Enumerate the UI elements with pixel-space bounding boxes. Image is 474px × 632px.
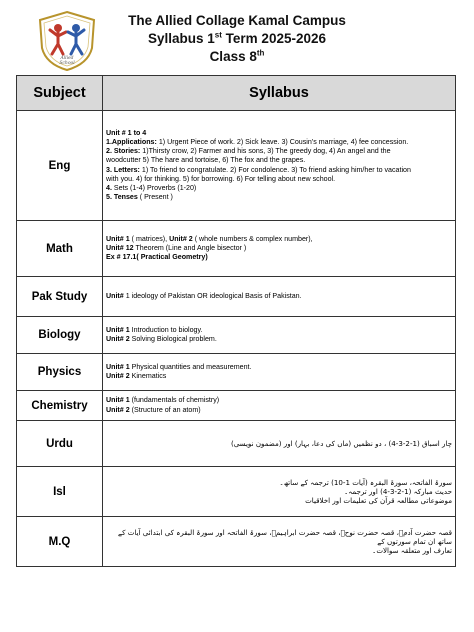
subject-cell: Physics (17, 354, 103, 391)
syllabus-line-urdu: قصہ حضرت آدمؑ، قصہ حضرت نوحؑ، قصہ حضرت ابراہیمؑ، سورۃ الفاتحہ اور سورۃ البقرہ کی ابتدائی آیات کے ساتھ ان تمام سورتوں کے (117, 527, 452, 546)
syllabus-line-bold: 4. (106, 183, 112, 192)
subject-cell: Math (17, 221, 103, 277)
syllabus-line-bold: Unit# 1 (106, 234, 130, 243)
subject-cell: Urdu (17, 421, 103, 467)
syllabus-table (16, 75, 456, 567)
syllabus-line-text: with you. 4) for thinking. 5) for borrowing. 6) For telling about new school. (106, 174, 336, 183)
syllabus-line-text: Kinematics (129, 372, 167, 380)
syllabus-line-urdu: سورۃ الفاتحہ، سورۃ البقرہ (آیات 1-10) ترجمہ کے ساتھ۔ (279, 477, 452, 487)
subject-cell: Isl (17, 467, 103, 517)
table-row (17, 391, 456, 421)
syllabus-line-urdu: چار اسباق (1-2-3-4) ، دو نظمیں (ماں کی دعا، بہار) اور (مضمون نویسی) (230, 438, 452, 448)
syllabus-line (106, 244, 452, 253)
syllabus-column-header: Syllabus (103, 76, 456, 111)
syllabus-line-text: Introduction to biology. (129, 325, 203, 334)
table-row (17, 221, 456, 277)
syllabus-cell (103, 354, 456, 391)
syllabus-line-text: Sets (1-4) Proverbs (1-20) (111, 183, 197, 192)
syllabus-term-text: Syllabus 1 (148, 31, 215, 46)
syllabus-line-text: Physical quantities and measurement. (129, 362, 252, 371)
table-row (17, 354, 456, 391)
syllabus-line (106, 175, 452, 184)
syllabus-line (106, 335, 452, 344)
syllabus-cell (103, 467, 456, 517)
syllabus-line-text: Solving Biological problem. (129, 335, 217, 343)
subject-cell: Pak Study (17, 277, 103, 317)
syllabus-line-bold: Unit# 2 (106, 372, 130, 380)
syllabus-line-bold: Unit# 2 (169, 234, 193, 243)
syllabus-line-urdu: تعارف اور متعلقہ سوالات۔ (372, 546, 452, 556)
logo-text-1: Allied (60, 56, 74, 61)
syllabus-line-text: ( matrices), (129, 234, 170, 243)
syllabus-line-bold: Unit# 1 (106, 362, 130, 371)
syllabus-cell (103, 391, 456, 421)
syllabus-line-text: 1) Urgent Piece of work. 2) Sick leave. 3) Cousin’s marriage, 4) fee concession. (156, 137, 409, 146)
syllabus-line-text: Theorem (Line and Angle bisector ) (133, 243, 247, 252)
logo-text-2: School (59, 61, 75, 66)
syllabus-line-text: (fundamentals of chemistry) (129, 396, 220, 405)
syllabus-cell (103, 221, 456, 277)
syllabus-line (106, 193, 452, 202)
syllabus-line-text: ( Present ) (137, 193, 173, 202)
syllabus-line-bold: 1.Applications: (106, 137, 157, 146)
syllabus-line (106, 166, 452, 175)
syllabus-line-bold: Unit# (106, 291, 124, 300)
document-header (0, 12, 474, 66)
class-title-text: Class 8 (209, 49, 257, 64)
syllabus-line (106, 129, 452, 138)
syllabus-line-bold: Ex # 17.1( Practical Geometry) (106, 253, 208, 262)
syllabus-line-text: 1 ideology of Pakistan OR ideological Basis of Pakistan. (123, 291, 302, 300)
subject-cell: Eng (17, 111, 103, 221)
syllabus-cell (103, 111, 456, 221)
table-row (17, 317, 456, 354)
syllabus-line-bold: Unit# 2 (106, 405, 130, 414)
syllabus-line (106, 396, 452, 405)
syllabus-line (106, 253, 452, 262)
syllabus-line (106, 156, 452, 165)
syllabus-line-text: (Structure of an atom) (129, 405, 201, 414)
syllabus-line (106, 292, 452, 301)
table-row (17, 467, 456, 517)
syllabus-cell (103, 517, 456, 567)
syllabus-line-urdu: موضوعاتی مطالعہ قرآن کی تعلیمات اور اخلاقیات (305, 496, 452, 506)
subject-cell: Biology (17, 317, 103, 354)
school-name: The Allied Collage Kamal Campus (128, 13, 346, 28)
syllabus-term-year: Term 2025-2026 (221, 31, 326, 46)
syllabus-line-text: ( whole numbers & complex number), (192, 234, 313, 243)
subject-column-header: Subject (17, 76, 103, 111)
syllabus-line (106, 363, 452, 372)
table-row (17, 111, 456, 221)
syllabus-line (106, 138, 452, 147)
syllabus-term-sup: st (214, 30, 222, 40)
syllabus-line-bold: Unit# 1 (106, 325, 130, 334)
class-title (0, 48, 474, 66)
syllabus-term (0, 30, 474, 48)
class-title-sup: th (256, 48, 265, 58)
syllabus-cell (103, 421, 456, 467)
table-row (17, 517, 456, 567)
subject-cell: Chemistry (17, 391, 103, 421)
table-row (17, 277, 456, 317)
subject-cell: M.Q (17, 517, 103, 567)
syllabus-line-text: woodcutter 5) The hare and tortoise, 6) The fox and the grapes. (106, 156, 306, 165)
syllabus-line (106, 235, 452, 244)
table-header-row (17, 76, 456, 111)
syllabus-line-bold: Unit# 12 (106, 243, 134, 252)
syllabus-line (106, 326, 452, 335)
syllabus-line-bold: 5. Tenses (106, 193, 138, 202)
syllabus-line-bold: 3. Letters: (106, 165, 140, 174)
syllabus-cell (103, 317, 456, 354)
syllabus-line-urdu: حدیث مبارکہ (1-2-3-4) اور ترجمہ۔ (344, 486, 452, 496)
syllabus-line-text: 1) To friend to congratulate. 2) For condolence. 3) To friend asking him/her to vacation (139, 165, 411, 174)
syllabus-cell (103, 277, 456, 317)
syllabus-line (106, 406, 452, 415)
syllabus-line (106, 372, 452, 381)
table-row (17, 421, 456, 467)
syllabus-line (106, 147, 452, 156)
syllabus-line-bold: Unit# 1 (106, 396, 130, 405)
syllabus-line-bold: Unit# 2 (106, 335, 130, 343)
syllabus-line-text: 1)Thirsty crow, 2) Farmer and his sons, 3) The greedy dog, 4) An angel and the (140, 147, 391, 156)
syllabus-line-bold: Unit # 1 to 4 (106, 128, 147, 137)
syllabus-line-bold: 2. Stories: (106, 147, 141, 156)
syllabus-line (106, 184, 452, 193)
